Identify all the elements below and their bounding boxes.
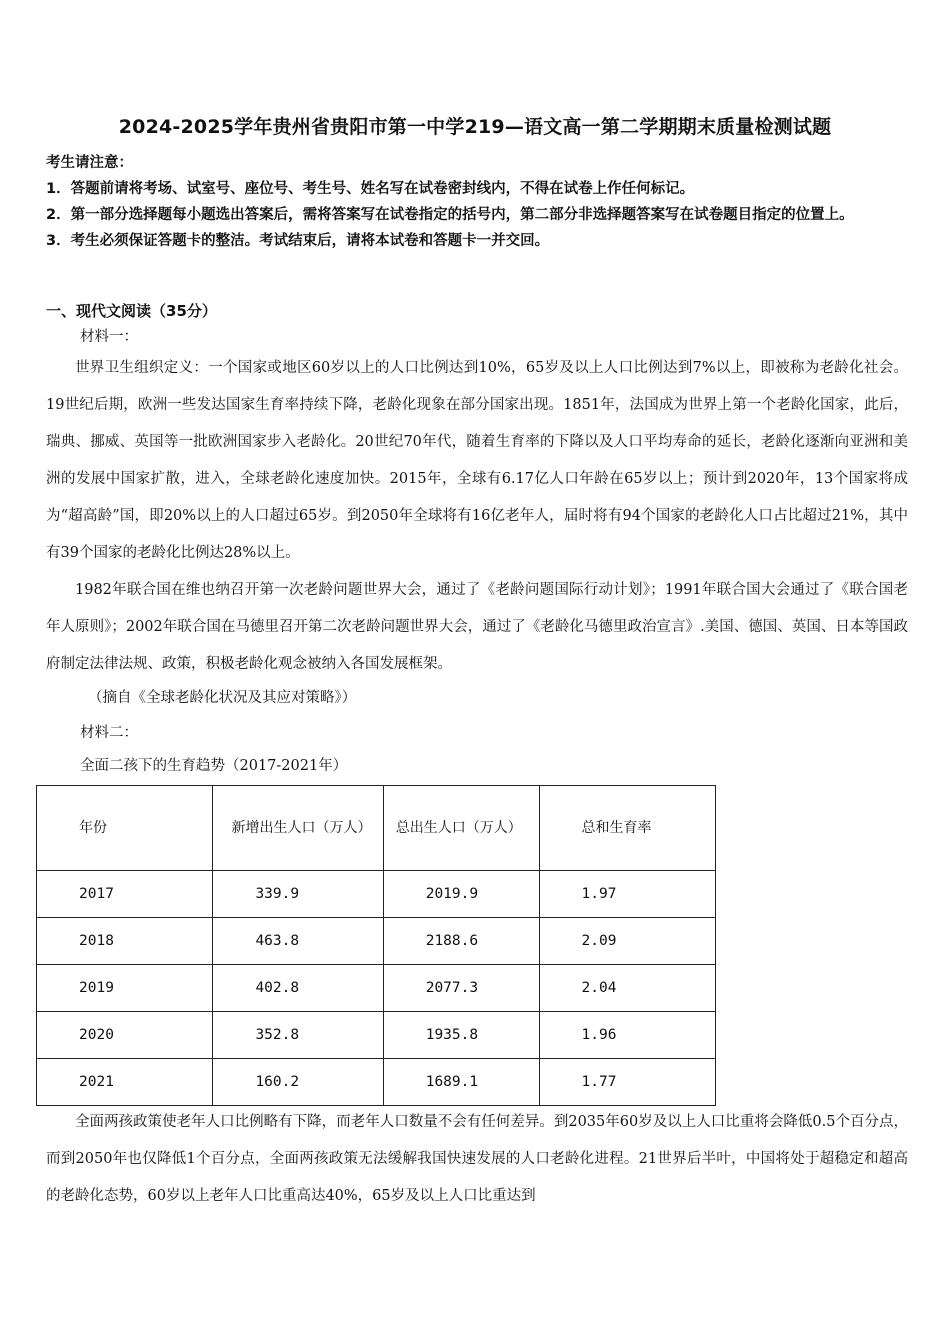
table-row bbox=[37, 1059, 716, 1106]
header-cell-new-births: 新增出生人口（万人） bbox=[213, 786, 383, 871]
notice-block bbox=[46, 150, 906, 254]
table-cell: 463.8 bbox=[213, 918, 383, 965]
paragraph: 全面两孩政策使老年人口比例略有下降，而老年人口数量不会有任何差异。到2035年60岁及以上人口比重将会降低0.5个百分点，而到2050年也仅降低1个百分点，全面两孩政策无法缓解我国快速发展的人口老龄化进程。21世界后半叶，中国将处于超稳定和超高的老龄化态势，60岁以上老年人口比重高达40%，65岁及以上人口比重达到 bbox=[46, 1114, 908, 1204]
header-cell-year: 年份 bbox=[37, 786, 213, 871]
table-cell: 2188.6 bbox=[383, 918, 539, 965]
table-cell: 2017 bbox=[37, 871, 213, 918]
notice-item: 1．答题前请将考场、试室号、座位号、考生号、姓名写在试卷密封线内，不得在试卷上作任何标记。 bbox=[46, 181, 695, 197]
table-header-row bbox=[37, 786, 716, 871]
table-row bbox=[37, 965, 716, 1012]
table-cell: 1689.1 bbox=[383, 1059, 539, 1106]
table-cell: 160.2 bbox=[213, 1059, 383, 1106]
table-cell: 339.9 bbox=[213, 871, 383, 918]
table-row bbox=[37, 918, 716, 965]
table-cell: 352.8 bbox=[213, 1012, 383, 1059]
section-heading: 一、现代文阅读（35分） bbox=[46, 302, 217, 320]
material2-text bbox=[46, 1104, 908, 1215]
notice-item: 3．考生必须保证答题卡的整洁。考试结束后，请将本试卷和答题卡一并交回。 bbox=[46, 233, 550, 249]
table-cell: 1.96 bbox=[539, 1012, 715, 1059]
header-cell-total-births: 总出生人口（万人） bbox=[383, 786, 539, 871]
table-row bbox=[37, 871, 716, 918]
table-cell: 2018 bbox=[37, 918, 213, 965]
table-caption: 全面二孩下的生育趋势（2017-2021年） bbox=[80, 758, 348, 774]
paragraph: 世界卫生组织定义：一个国家或地区60岁以上的人口比例达到10%，65岁及以上人口比例达到7%以上，即被称为老龄化社会。19世纪后期，欧洲一些发达国家生育率持续下降，老龄化现象在部分国家出现。1851年，法国成为世界上第一个老龄化国家，此后，瑞典、挪威、英国等一批欧洲国家步入老龄化。20世纪70年代，随着生育率的下降以及人口平均寿命的延长，老龄化逐渐向亚洲和美洲的发展中国家扩散，进入，全球老龄化速度加快。2015年，全球有6.17亿人口年龄在65岁以上；预计到2020年，13个国家将成为“超高龄”国，即20%以上的人口超过65岁。到2050年全球将有16亿老年人，届时将有94个国家的老龄化人口占比超过21%，其中有39个国家的老龄化比例达28%以上。 bbox=[46, 360, 908, 561]
table-cell: 2020 bbox=[37, 1012, 213, 1059]
notice-heading: 考生请注意： bbox=[46, 155, 133, 171]
table-cell: 2077.3 bbox=[383, 965, 539, 1012]
material1-text bbox=[46, 350, 908, 683]
table-cell: 1935.8 bbox=[383, 1012, 539, 1059]
table-cell: 2.09 bbox=[539, 918, 715, 965]
notice-item: 2．第一部分选择题每小题选出答案后，需将答案写在试卷指定的括号内，第二部分非选择题答案写在试卷题目指定的位置上。 bbox=[46, 207, 854, 223]
table-cell: 2.04 bbox=[539, 965, 715, 1012]
table-row bbox=[37, 1012, 716, 1059]
table-cell: 2019 bbox=[37, 965, 213, 1012]
table-cell: 2019.9 bbox=[383, 871, 539, 918]
material1-source: （摘自《全球老龄化状况及其应对策略》） bbox=[88, 690, 357, 706]
birth-trend-table bbox=[36, 785, 716, 1106]
table-cell: 402.8 bbox=[213, 965, 383, 1012]
header-cell-fertility-rate: 总和生育率 bbox=[539, 786, 715, 871]
material2-label: 材料二： bbox=[80, 725, 138, 741]
page-title: 2024-2025学年贵州省贵阳市第一中学219—语文高一第二学期期末质量检测试题 bbox=[118, 116, 832, 138]
table-cell: 1.97 bbox=[539, 871, 715, 918]
paragraph: 1982年联合国在维也纳召开第一次老龄问题世界大会，通过了《老龄问题国际行动计划》；1991年联合国大会通过了《联合国老年人原则》；2002年联合国在马德里召开第二次老龄问题世界大会，通过了《老龄化马德里政治宣言》.美国、德国、英国、日本等国政府制定法律法规、政策，积极老龄化观念被纳入各国发展框架。 bbox=[46, 582, 908, 672]
table-cell: 2021 bbox=[37, 1059, 213, 1106]
table-cell: 1.77 bbox=[539, 1059, 715, 1106]
material1-label: 材料一： bbox=[80, 329, 138, 345]
